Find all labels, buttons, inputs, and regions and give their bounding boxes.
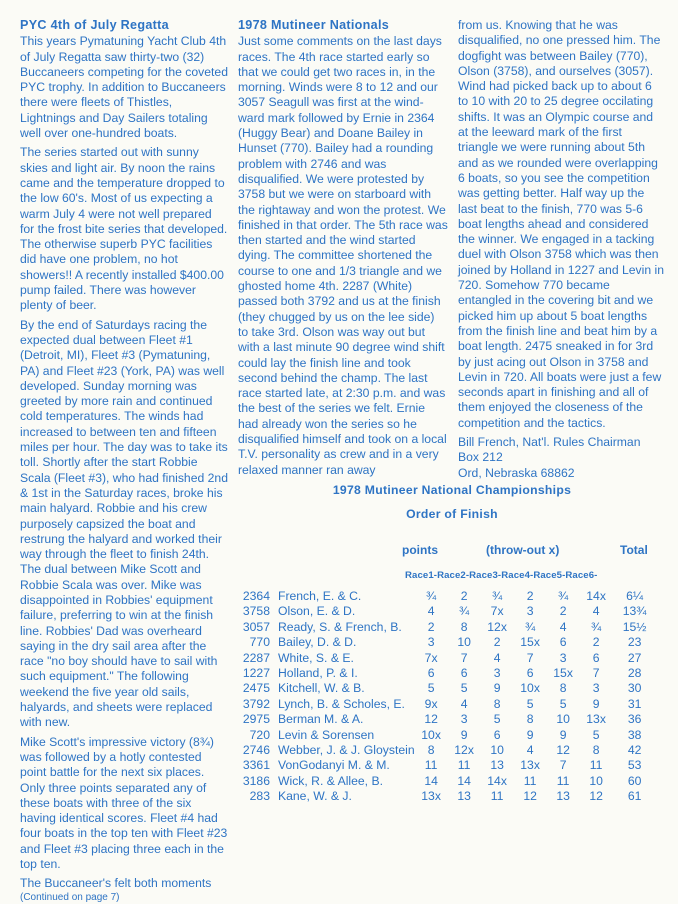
- race-score: 6: [460, 666, 468, 681]
- race-score: 3: [526, 604, 534, 619]
- race-score: 8: [493, 696, 501, 711]
- results-table-section: [232, 483, 672, 804]
- race-score: 9: [493, 681, 501, 696]
- sail-number: 2746: [242, 743, 270, 758]
- skipper-name: Ready, S. & French, B.: [278, 619, 402, 634]
- race-labels: [405, 570, 597, 581]
- race-score: 2: [493, 635, 501, 650]
- skipper-name: Webber, J. & J. Gloystein: [278, 743, 415, 758]
- skipper-name: VonGodanyi M. & M.: [278, 758, 390, 773]
- table-row: [232, 697, 657, 712]
- race-score: 12x: [454, 743, 474, 758]
- race-score: 3: [493, 666, 501, 681]
- total-score: 30: [627, 681, 642, 696]
- total-score: 38: [627, 727, 642, 742]
- article-mutineer-nationals: [238, 18, 448, 482]
- race-score: 6: [526, 666, 534, 681]
- race-score: 9: [559, 727, 567, 742]
- race-score: 15x: [520, 635, 540, 650]
- table-row: [232, 789, 657, 804]
- table-row: [232, 728, 657, 743]
- race-score: 5: [559, 696, 567, 711]
- sail-number: 283: [249, 789, 270, 804]
- total-label: Total: [620, 543, 648, 557]
- race-score: 7x: [424, 650, 438, 665]
- race-score: 4: [526, 743, 534, 758]
- race-score: 3: [559, 650, 567, 665]
- skipper-name: Kane, W. & J.: [278, 789, 352, 804]
- results-table: [232, 589, 657, 805]
- sail-number: 1227: [242, 666, 270, 681]
- race-label: Race4-: [501, 570, 534, 581]
- table-row: [232, 604, 657, 619]
- race-score: ¾: [591, 619, 602, 634]
- skipper-name: White, S. & E.: [278, 650, 354, 665]
- skipper-name: French, E. & C.: [278, 589, 362, 603]
- skipper-name: Levin & Sorensen: [278, 727, 375, 742]
- race-score: 10: [556, 712, 570, 727]
- skipper-name: Olson, E. & D.: [278, 604, 356, 619]
- points-label: points: [402, 543, 438, 557]
- race-score: 4: [460, 696, 468, 711]
- race-score: 13: [556, 789, 570, 804]
- race-score: 2: [460, 589, 468, 603]
- race-score: 7: [559, 758, 567, 773]
- race-label: Race3-: [469, 570, 502, 581]
- paragraph: Mike Scott's impressive victory (8¾) was followed by a hotly contested point battle for the next six places. Only three points separated any of these boats with three of the six having identical scores. Fleet #4 had four boats in the top ten with Fleet #23 and Fleet #3 placing three each in the top ten.: [20, 734, 228, 872]
- table-row: [232, 635, 657, 650]
- race-score: 13x: [586, 712, 606, 727]
- race-score: 8: [460, 619, 468, 634]
- sail-number: 2287: [242, 650, 270, 665]
- race-score: 4: [592, 604, 600, 619]
- total-score: 31: [627, 696, 642, 711]
- race-score: 4: [559, 619, 567, 634]
- throwout-label: (throw-out x): [486, 543, 560, 557]
- total-score: 13¾: [622, 604, 647, 619]
- race-score: 12: [589, 789, 603, 804]
- article-continuation: [458, 18, 664, 481]
- skipper-name: Wick, R. & Allee, B.: [278, 773, 383, 788]
- race-score: 8: [559, 681, 567, 696]
- article-heading: PYC 4th of July Regatta: [20, 18, 169, 32]
- race-score: 5: [427, 681, 435, 696]
- race-score: 9x: [424, 696, 438, 711]
- signature-line: Ord, Nebraska 68862: [458, 465, 575, 480]
- skipper-name: Berman M. & A.: [278, 712, 364, 727]
- race-score: 12: [556, 743, 570, 758]
- table-row: [232, 666, 657, 681]
- race-score: 5: [493, 712, 501, 727]
- race-score: 11: [457, 758, 471, 773]
- race-score: 2: [526, 589, 534, 603]
- race-score: 6: [427, 666, 435, 681]
- signature-line: Bill French, Nat'l. Rules Chairman: [458, 435, 641, 450]
- table-row: [232, 743, 657, 758]
- sail-number: 3057: [242, 619, 270, 634]
- paragraph: from us. Knowing that he was disqualified, no one pressed him. The dogfight was between Bailey (770), Olson (3758), and ourselves (3057). Wind had picked back up to about 6 to 10 with 20 to 25 degree occilating shifts. It was an Olympic course and at the leeward mark of the first triangle we were running about 5th and as we rounded were overlapping 6 boats, so you see the competition was getting better. Half way up the last beat to the finish, 770 was 5-6 boat lengths ahead and considered the winner. We engaged in a tacking duel with Olson 3758 which was then joined by Holland in 1227 and Levin in 720. Somehow 770 became entangled in the covering bit and we picked him up about 5 boat lengths from the finish line and beat him by a boat length. 2475 sneaked in for 3rd by just acing out Olson in 3758 and Levin in 720. All boats were just a few seconds apart in finishing and all of them enjoyed the closeness of the competition and the tactics.: [458, 18, 664, 430]
- race-score: 8: [592, 743, 600, 758]
- race-score: 4: [493, 650, 501, 665]
- race-score: 2: [592, 635, 600, 650]
- race-score: 14: [457, 773, 471, 788]
- race-score: 8: [427, 743, 435, 758]
- total-score: 6¼: [626, 589, 644, 603]
- signature-line: Box 212: [458, 450, 503, 465]
- table-row: [232, 620, 657, 635]
- race-score: 10: [457, 635, 471, 650]
- race-score: 11: [589, 758, 603, 773]
- sail-number: 2364: [242, 589, 270, 603]
- race-score: 11: [523, 773, 537, 788]
- race-score: 11: [424, 758, 438, 773]
- total-score: 60: [627, 773, 642, 788]
- race-score: 12: [523, 789, 537, 804]
- race-score: ¾: [492, 589, 503, 603]
- results-subtitle: Order of Finish: [406, 507, 498, 521]
- race-score: 6: [493, 727, 501, 742]
- skipper-name: Holland, P. & I.: [278, 666, 358, 681]
- total-score: 23: [627, 635, 642, 650]
- race-score: 5: [592, 727, 600, 742]
- race-score: 14: [424, 773, 438, 788]
- total-score: 28: [627, 666, 642, 681]
- table-row: [232, 712, 657, 727]
- race-score: 13x: [421, 789, 441, 804]
- sail-number: 3758: [242, 604, 270, 619]
- total-score: 27: [627, 650, 642, 665]
- race-score: 13: [490, 758, 504, 773]
- race-label: Race6-: [565, 570, 598, 581]
- race-score: 3: [427, 635, 435, 650]
- table-row: [232, 774, 657, 789]
- race-score: 7x: [490, 604, 504, 619]
- race-score: 2: [427, 619, 435, 634]
- race-score: 14x: [487, 773, 507, 788]
- race-score: 3: [592, 681, 600, 696]
- race-score: ¾: [426, 589, 437, 603]
- signature: [458, 435, 664, 481]
- table-row: [232, 589, 657, 604]
- sail-number: 2475: [242, 681, 270, 696]
- race-label: Race2-: [437, 570, 470, 581]
- article-heading: 1978 Mutineer Nationals: [238, 18, 390, 32]
- race-score: 10x: [520, 681, 540, 696]
- race-score: 5: [460, 681, 468, 696]
- total-score: 15½: [622, 619, 647, 634]
- article-pyc-regatta: [20, 18, 228, 904]
- race-score: 11: [490, 789, 504, 804]
- table-row: [232, 681, 657, 696]
- race-score: 9: [460, 727, 468, 742]
- table-row: [232, 651, 657, 666]
- total-score: 61: [627, 789, 642, 804]
- paragraph: By the end of Saturdays racing the expected dual between Fleet #1 (Detroit, MI), Fleet #3 (Pymatuning, PA) and Fleet #23 (York, PA) was well developed. Sunday morning was greeted by more rain and continued cold temperatures. The winds had increased to between ten and fifteen miles per hour. The day was to take its toll. Shortly after the start Robbie Scala (Fleet #3), who had finished 2nd & 1st in the Saturday races, broke his main halyard. Robbie and his crew purposely capsized the boat and restrung the halyard and worked their way through the fleet to finish 24th. The dual between Mike Scott and Robbie Scala was over. Mike was disappointed in Robbies' equipment failure, preferring to win at the finish line. Robbies' Dad was overheard saying in the dry sail area after the race "no boy should have to sail with such equipment." The following weekend the five year old sails, halyards, and sheets were replaced with new.: [20, 317, 228, 730]
- continued-note: (Continued on page 7): [20, 891, 120, 903]
- sail-number: 3792: [242, 696, 270, 711]
- race-score: 12x: [487, 619, 507, 634]
- race-score: 14x: [586, 589, 606, 603]
- race-score: 5: [526, 696, 534, 711]
- race-score: ¾: [459, 604, 470, 619]
- race-score: 6: [559, 635, 567, 650]
- race-label: Race1-: [405, 570, 438, 581]
- race-score: ¾: [558, 589, 569, 603]
- skipper-name: Lynch, B. & Scholes, E.: [278, 696, 405, 711]
- paragraph: Just some comments on the last days races. The 4th race started early so that we could get two races in, in the morning. Winds were 8 to 12 and our 3057 Seagull was first at the wind-ward mark followed by Ernie in 2364 (Huggy Bear) and Doane Bailey in Hunset (770). Bailey had a rounding problem with 2746 and was disqualified. We were protested by 3758 but we were on starboard with the rightaway and won the protest. We finished in that order. The 5th race was then started and the wind started dying. The committee shortened the course to one and 1/3 triangle and we ghosted home 4th. 2287 (White) passed both 3792 and us at the finish (they chugged by us on the lee side) to take 3rd. Olson was way out but with a last minute 90 degree wind shift could lay the finish line and took second behind the champ. The last race started late, at 2:30 p.m. and was the best of the series we felt. Ernie had already won the series so he disqualified himself and took on a local T.V. personality as crew and in a very relaxed manner ran away: [238, 34, 448, 477]
- race-score: 6: [592, 650, 600, 665]
- sail-number: 720: [249, 727, 270, 742]
- skipper-name: Kitchell, W. & B.: [278, 681, 365, 696]
- race-score: 11: [556, 773, 570, 788]
- race-score: 13x: [520, 758, 540, 773]
- race-score: 2: [559, 604, 567, 619]
- race-score: 10: [589, 773, 603, 788]
- paragraph: This years Pymatuning Yacht Club 4th of July Regatta saw thirty-two (32) Buccaneers competing for the coveted PYC trophy. In addition to Buccaneers there were fleets of Thistles, Lightnings and Day Sailers totaling well over one-hundred boats.: [20, 34, 228, 141]
- skipper-name: Bailey, D. & D.: [278, 635, 357, 650]
- race-score: 12: [424, 712, 438, 727]
- race-score: 13: [457, 789, 471, 804]
- race-score: 3: [460, 712, 468, 727]
- race-score: 10: [490, 743, 504, 758]
- race-score: 7: [592, 666, 600, 681]
- sail-number: 3186: [242, 773, 270, 788]
- sail-number: 2975: [242, 712, 270, 727]
- race-score: 4: [427, 604, 435, 619]
- race-score: 15x: [553, 666, 573, 681]
- sail-number: 770: [249, 635, 270, 650]
- race-score: 9: [526, 727, 534, 742]
- paragraph: The Buccaneer's felt both moments: [20, 876, 212, 891]
- total-score: 53: [627, 758, 642, 773]
- race-score: 10x: [421, 727, 441, 742]
- table-row: [232, 758, 657, 773]
- race-score: ¾: [525, 619, 536, 634]
- race-score: 7: [460, 650, 468, 665]
- sail-number: 3361: [242, 758, 270, 773]
- results-title: 1978 Mutineer National Championships: [332, 483, 572, 497]
- total-score: 42: [627, 743, 642, 758]
- total-score: 36: [627, 712, 642, 727]
- race-label: Race5-: [533, 570, 566, 581]
- race-score: 9: [592, 696, 600, 711]
- race-score: 7: [526, 650, 534, 665]
- paragraph: The series started out with sunny skies and light air. By noon the rains came and the temperature dropped to the low 60's. Most of us expecting a warm July 4 were not well prepared for the frost bite series that developed. The otherwise superb PYC facilities did have one problem, no hot showers!! A recently installed $400.00 pump failed. There was however plenty of beer.: [20, 145, 228, 313]
- race-score: 8: [526, 712, 534, 727]
